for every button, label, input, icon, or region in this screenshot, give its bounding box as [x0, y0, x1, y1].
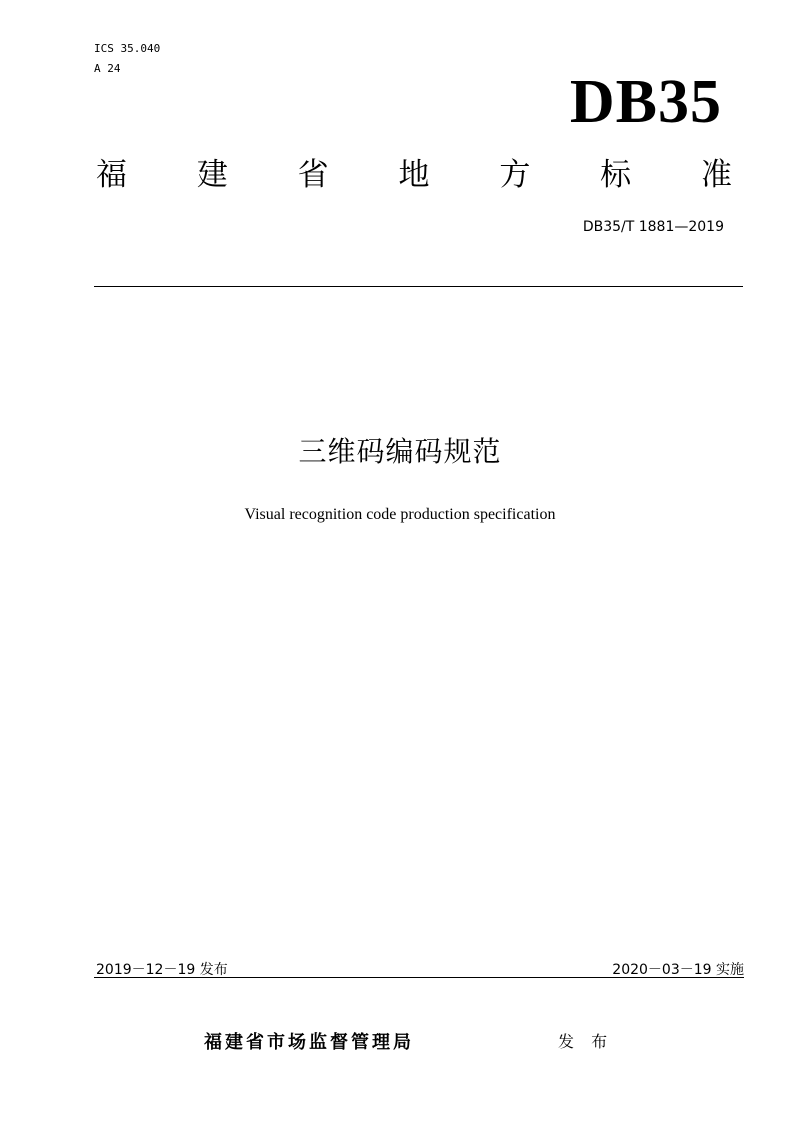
- ics-code: ICS 35.040: [94, 42, 161, 55]
- standard-number: DB35/T 1881—2019: [582, 219, 724, 235]
- ccs-code: A 24: [94, 62, 121, 75]
- issuing-authority: 福建省市场监督管理局: [204, 1032, 414, 1053]
- standard-type-char: 福: [96, 157, 127, 193]
- db-logo: DB35: [569, 68, 722, 136]
- title-english: Visual recognition code production specification: [244, 506, 556, 523]
- title-chinese: 三维码编码规范: [298, 435, 502, 468]
- standard-type-char: 方: [499, 157, 531, 193]
- standard-type-char: 省: [297, 157, 329, 193]
- footer-divider: [94, 977, 744, 978]
- classification-codes: [94, 40, 160, 80]
- issue-label: 发 布: [558, 1032, 614, 1051]
- standard-type-char: 标: [600, 157, 632, 193]
- standard-type-char: 建: [196, 157, 228, 193]
- standard-type: [96, 152, 732, 198]
- header-divider: [94, 286, 743, 287]
- implementation-date: 2020－03－19 实施: [612, 962, 744, 978]
- standard-type-char: 准: [700, 157, 732, 193]
- issue-date: 2019－12－19 发布: [96, 962, 228, 978]
- standard-type-char: 地: [398, 157, 430, 193]
